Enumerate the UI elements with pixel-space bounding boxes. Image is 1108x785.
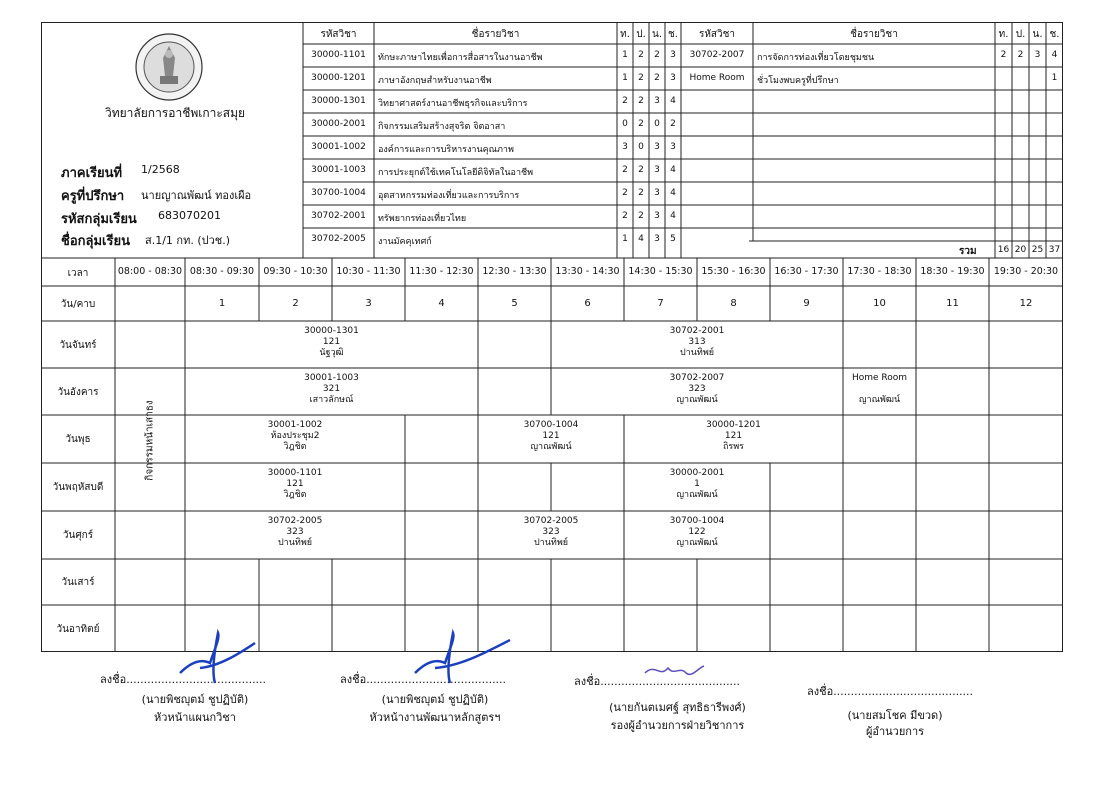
p-header-right: ป. [1015,29,1026,40]
class-entry-room: 121 [286,479,304,489]
course-p: 2 [638,119,644,129]
course-c: 3 [670,142,676,152]
course-n: 0 [654,119,660,129]
time-slot-header: 12:30 - 13:30 [482,266,547,277]
class-entry [185,326,478,359]
course-code: 30000-1201 [311,73,366,83]
course-name: งานมัคคุเทศก์ [378,237,432,247]
course-p: 0 [638,142,644,152]
class-entry-room: ห้องประชุม2 [270,431,320,441]
course-t: 2 [622,211,628,221]
total-c: 37 [1048,245,1061,255]
p-header-left: ป. [636,29,646,40]
course-code: 30702-2001 [311,211,366,221]
course-code: 30001-1002 [311,142,366,152]
total-t: 16 [997,245,1010,255]
class-entry-room: 323 [542,527,560,537]
class-entry-code: 30700-1004 [523,420,579,430]
name-header-left: ชื่อรายวิชา [471,29,520,40]
signer-position-1: หัวหน้าแผนกวิชา [154,711,236,724]
course-t: 2 [1000,50,1007,60]
day-label: วันจันทร์ [59,339,97,351]
class-entry-room: 121 [322,337,341,347]
class-entry-teacher: วิฎชิต [283,490,307,500]
course-c: 3 [670,50,676,60]
time-slot-header: 16:30 - 17:30 [774,266,839,277]
course-c: 3 [670,73,676,83]
class-entry [185,468,405,501]
total-p: 20 [1014,245,1027,255]
course-n: 3 [654,211,660,221]
course-c: 4 [670,211,676,221]
signer-name-3: (นายกันตเมศฐ์ สุทธิธารีพงศ์) [609,701,746,714]
class-entry-room [843,384,916,395]
class-entry [624,516,770,549]
course-p: 2 [638,50,644,60]
class-entry-room: 121 [724,431,743,441]
c-header-right: ช. [1049,29,1060,40]
signer-name-2: (นายพิชญุตม์ ชูปฏิบัติ) [381,693,489,706]
semester-value: 1/2568 [141,163,180,176]
course-p: 2 [638,73,644,83]
n-header-right: น. [1032,29,1043,40]
time-slot-header: 08:30 - 09:30 [189,266,255,277]
period-number: 1 [218,298,226,309]
timetable-sheet [41,22,1063,652]
group-code-value: 683070201 [158,209,221,222]
class-entry [551,326,843,359]
handwritten-signature-1 [170,628,260,692]
sign-label-1: ลงชื่อ........................................ [100,673,267,686]
day-label: วันอังคาร [57,386,99,398]
college-seal-logo [134,32,204,102]
class-entry [624,468,770,501]
class-entry [185,516,405,549]
course-code: 30702-2005 [311,234,366,244]
course-code: 30702-2007 [689,50,745,60]
course-t: 1 [622,50,628,60]
day-label: วันพุธ [65,434,91,445]
t-header-right: ท. [998,29,1009,40]
time-slot-header: 13:30 - 14:30 [555,266,620,277]
course-p: 2 [1017,50,1024,60]
signer-position-3: รองผู้อำนวยการฝ่ายวิชาการ [610,719,745,732]
time-slot-header: 10:30 - 11:30 [336,266,401,277]
time-slot-header: 09:30 - 10:30 [263,266,328,277]
code-header-left: รหัสวิชา [320,29,357,40]
course-code: 30001-1003 [311,165,366,175]
signer-position-2: หัวหน้างานพัฒนาหลักสูตรฯ [369,711,501,724]
course-t: 0 [622,119,628,129]
course-name: วิทยาศาสตร์งานอาชีพธุรกิจและบริการ [378,99,528,109]
course-code: Home Room [689,73,745,83]
course-c: 4 [1051,50,1058,60]
period-number: 7 [657,298,664,309]
course-n: 3 [654,165,660,175]
class-entry-teacher: ญาณพัฒน์ [530,442,572,452]
course-name: องค์การและการบริหารงานคุณภาพ [378,145,514,155]
course-code: 30000-2001 [311,119,366,129]
code-header-right: รหัสวิชา [698,29,736,40]
course-p: 2 [638,96,644,106]
class-entry-code: 30000-1201 [706,420,761,430]
course-c: 5 [670,234,676,244]
course-c: 2 [670,119,676,129]
course-t: 1 [622,234,628,244]
class-entry-teacher: ญาณพัฒน์ [676,538,718,548]
course-code: 30700-1004 [311,188,366,198]
handwritten-signature-3 [640,658,710,692]
time-slot-header: 19:30 - 20:30 [993,266,1059,277]
class-entry-code: Home Room [851,373,908,383]
class-entry-teacher: ญาณพัฒน์ [676,490,718,500]
n-header-left: น. [651,29,662,40]
period-number: 2 [292,298,299,309]
class-entry-room: 323 [688,384,706,394]
class-entry-teacher: ปานทิพย์ [277,538,313,548]
signer-position-4: ผู้อำนวยการ [865,725,925,738]
class-entry-teacher: ญาณพัฒน์ [676,395,718,405]
course-p: 4 [638,234,644,244]
sign-label-4: ลงชื่อ........................................ [807,685,974,698]
class-entry-teacher: ปานทิพย์ [533,538,569,548]
semester-label: ภาคเรียนที่ [61,166,123,181]
class-entry-teacher: ถิรพร [722,442,745,452]
period-number: 8 [730,298,737,309]
period-number: 3 [365,298,372,309]
morning-activity-text: กิจกรรมหน้าเสาธง [144,399,156,481]
class-entry-room: 121 [542,431,560,441]
class-entry [551,373,843,406]
period-number: 11 [946,298,959,309]
class-entry-room: 122 [688,527,706,537]
course-name: กิจกรรมเสริมสร้างสุจริต จิตอาสา [378,122,506,132]
time-slot-header: 14:30 - 15:30 [628,266,693,277]
class-entry-code: 30702-2005 [267,516,323,526]
day-label: วันพฤหัสบดี [52,482,104,493]
class-entry [185,373,478,406]
total-n: 25 [1031,245,1044,255]
course-n: 3 [654,96,660,106]
class-entry-teacher: เสาวลักษณ์ [309,395,354,405]
class-entry-code: 30000-2001 [669,468,725,478]
class-entry-teacher: ญาณพัฒน์ [858,395,901,405]
time-label: เวลา [67,268,89,279]
class-entry-room: 1 [694,479,700,489]
course-p: 2 [638,165,644,175]
class-entry-code: 30000-1301 [304,326,359,336]
class-entry-code: 30000-1101 [267,468,323,478]
course-c: 4 [670,188,676,198]
time-slot-header: 11:30 - 12:30 [409,266,474,277]
class-entry-code: 30702-2007 [669,373,725,383]
group-name-label: ชื่อกลุ่มเรียน [61,234,130,249]
course-name: ภาษาอังกฤษสำหรับงานอาชีพ [378,76,492,86]
course-name: การจัดการท่องเที่ยวโดยชุมชน [757,53,875,63]
college-name: วิทยาลัยการอาชีพเกาะสมุย [105,106,246,120]
course-n: 2 [654,73,660,83]
day-label: วันอาทิตย์ [56,623,100,635]
class-entry-teacher: วิฎชิต [283,442,307,452]
course-t: 2 [622,165,628,175]
course-name: ทรัพยากรท่องเที่ยวไทย [378,214,467,224]
sign-label-text: ลงชื่อ [574,675,601,688]
course-name: ทักษะภาษาไทยเพื่อการสื่อสารในงานอาชีพ [378,53,543,63]
advisor-label: ครูที่ปรึกษา [61,189,125,204]
class-entry-code: 30702-2005 [523,516,579,526]
course-n: 3 [654,188,660,198]
class-entry [843,373,916,406]
period-number: 6 [584,298,591,309]
name-header-right: ชื่อรายวิชา [850,29,898,40]
period-number: 12 [1019,298,1033,309]
course-n: 3 [654,142,660,152]
course-n: 2 [654,50,660,60]
course-code: 30000-1101 [311,50,366,60]
class-entry [624,420,843,453]
time-slot-header: 08:00 - 08:30 [117,266,183,277]
class-entry-code: 30702-2001 [669,326,725,336]
period-number: 9 [803,298,810,309]
class-entry [478,516,624,549]
class-entry [185,420,405,453]
class-entry-teacher: นัฐวุฒิ [319,348,344,358]
course-c: 1 [1051,73,1058,83]
group-code-label: รหัสกลุ่มเรียน [61,212,137,227]
course-name: อุตสาหกรรมท่องเที่ยวและการบริการ [378,191,520,201]
class-entry-code: 30001-1002 [267,420,323,430]
c-header-left: ช. [668,29,678,40]
course-code: 30000-1301 [311,96,366,106]
course-t: 2 [622,96,628,106]
period-number: 4 [438,298,445,309]
course-n: 3 [654,234,660,244]
t-header-left: ท. [620,29,630,40]
class-entry-room: 313 [688,337,706,347]
course-name: การประยุกต์ใช้เทคโนโลยีดิจิทัลในอาชีพ [378,168,534,178]
period-number: 10 [873,298,886,309]
period-label: วัน/คาบ [60,299,96,310]
course-c: 4 [670,165,676,175]
course-t: 3 [622,142,628,152]
course-n: 3 [1034,50,1041,60]
handwritten-signature-2 [405,628,515,692]
period-number: 5 [511,298,518,309]
sign-label-text: ลงชื่อ [100,673,127,686]
class-entry-code: 30001-1003 [304,373,359,383]
morning-activity-label [115,321,185,559]
signer-name-4: (นายสมโชค มีขวด) [847,709,943,722]
time-slot-header: 18:30 - 19:30 [920,266,985,277]
advisor-value: นายญาณพัฒน์ ทองเผือ [141,189,252,202]
course-t: 1 [622,73,628,83]
group-name-value: ส.1/1 กท. (ปวช.) [145,234,231,247]
class-entry-teacher: ปานทิพย์ [679,348,715,358]
course-p: 2 [638,188,644,198]
sign-label-2: ลงชื่อ........................................ [340,673,507,686]
signer-name-1: (นายพิชญุตม์ ชูปฏิบัติ) [141,693,249,706]
class-entry-room: 323 [286,527,304,537]
course-t: 2 [622,188,628,198]
class-entry-code: 30700-1004 [669,516,725,526]
time-slot-header: 17:30 - 18:30 [847,266,912,277]
course-c: 4 [670,96,676,106]
sign-label-3: ลงชื่อ........................................ [574,675,741,688]
sign-label-text: ลงชื่อ [340,673,367,686]
total-label: รวม [959,246,977,257]
class-entry [478,420,624,453]
course-name: ชั่วโมงพบครูที่ปรึกษา [757,76,839,86]
sign-label-text: ลงชื่อ [807,685,834,698]
day-label: วันเสาร์ [61,577,95,588]
day-label: วันศุกร์ [62,530,94,541]
time-slot-header: 15:30 - 16:30 [701,266,766,277]
course-p: 2 [638,211,644,221]
class-entry-room: 321 [322,384,341,394]
